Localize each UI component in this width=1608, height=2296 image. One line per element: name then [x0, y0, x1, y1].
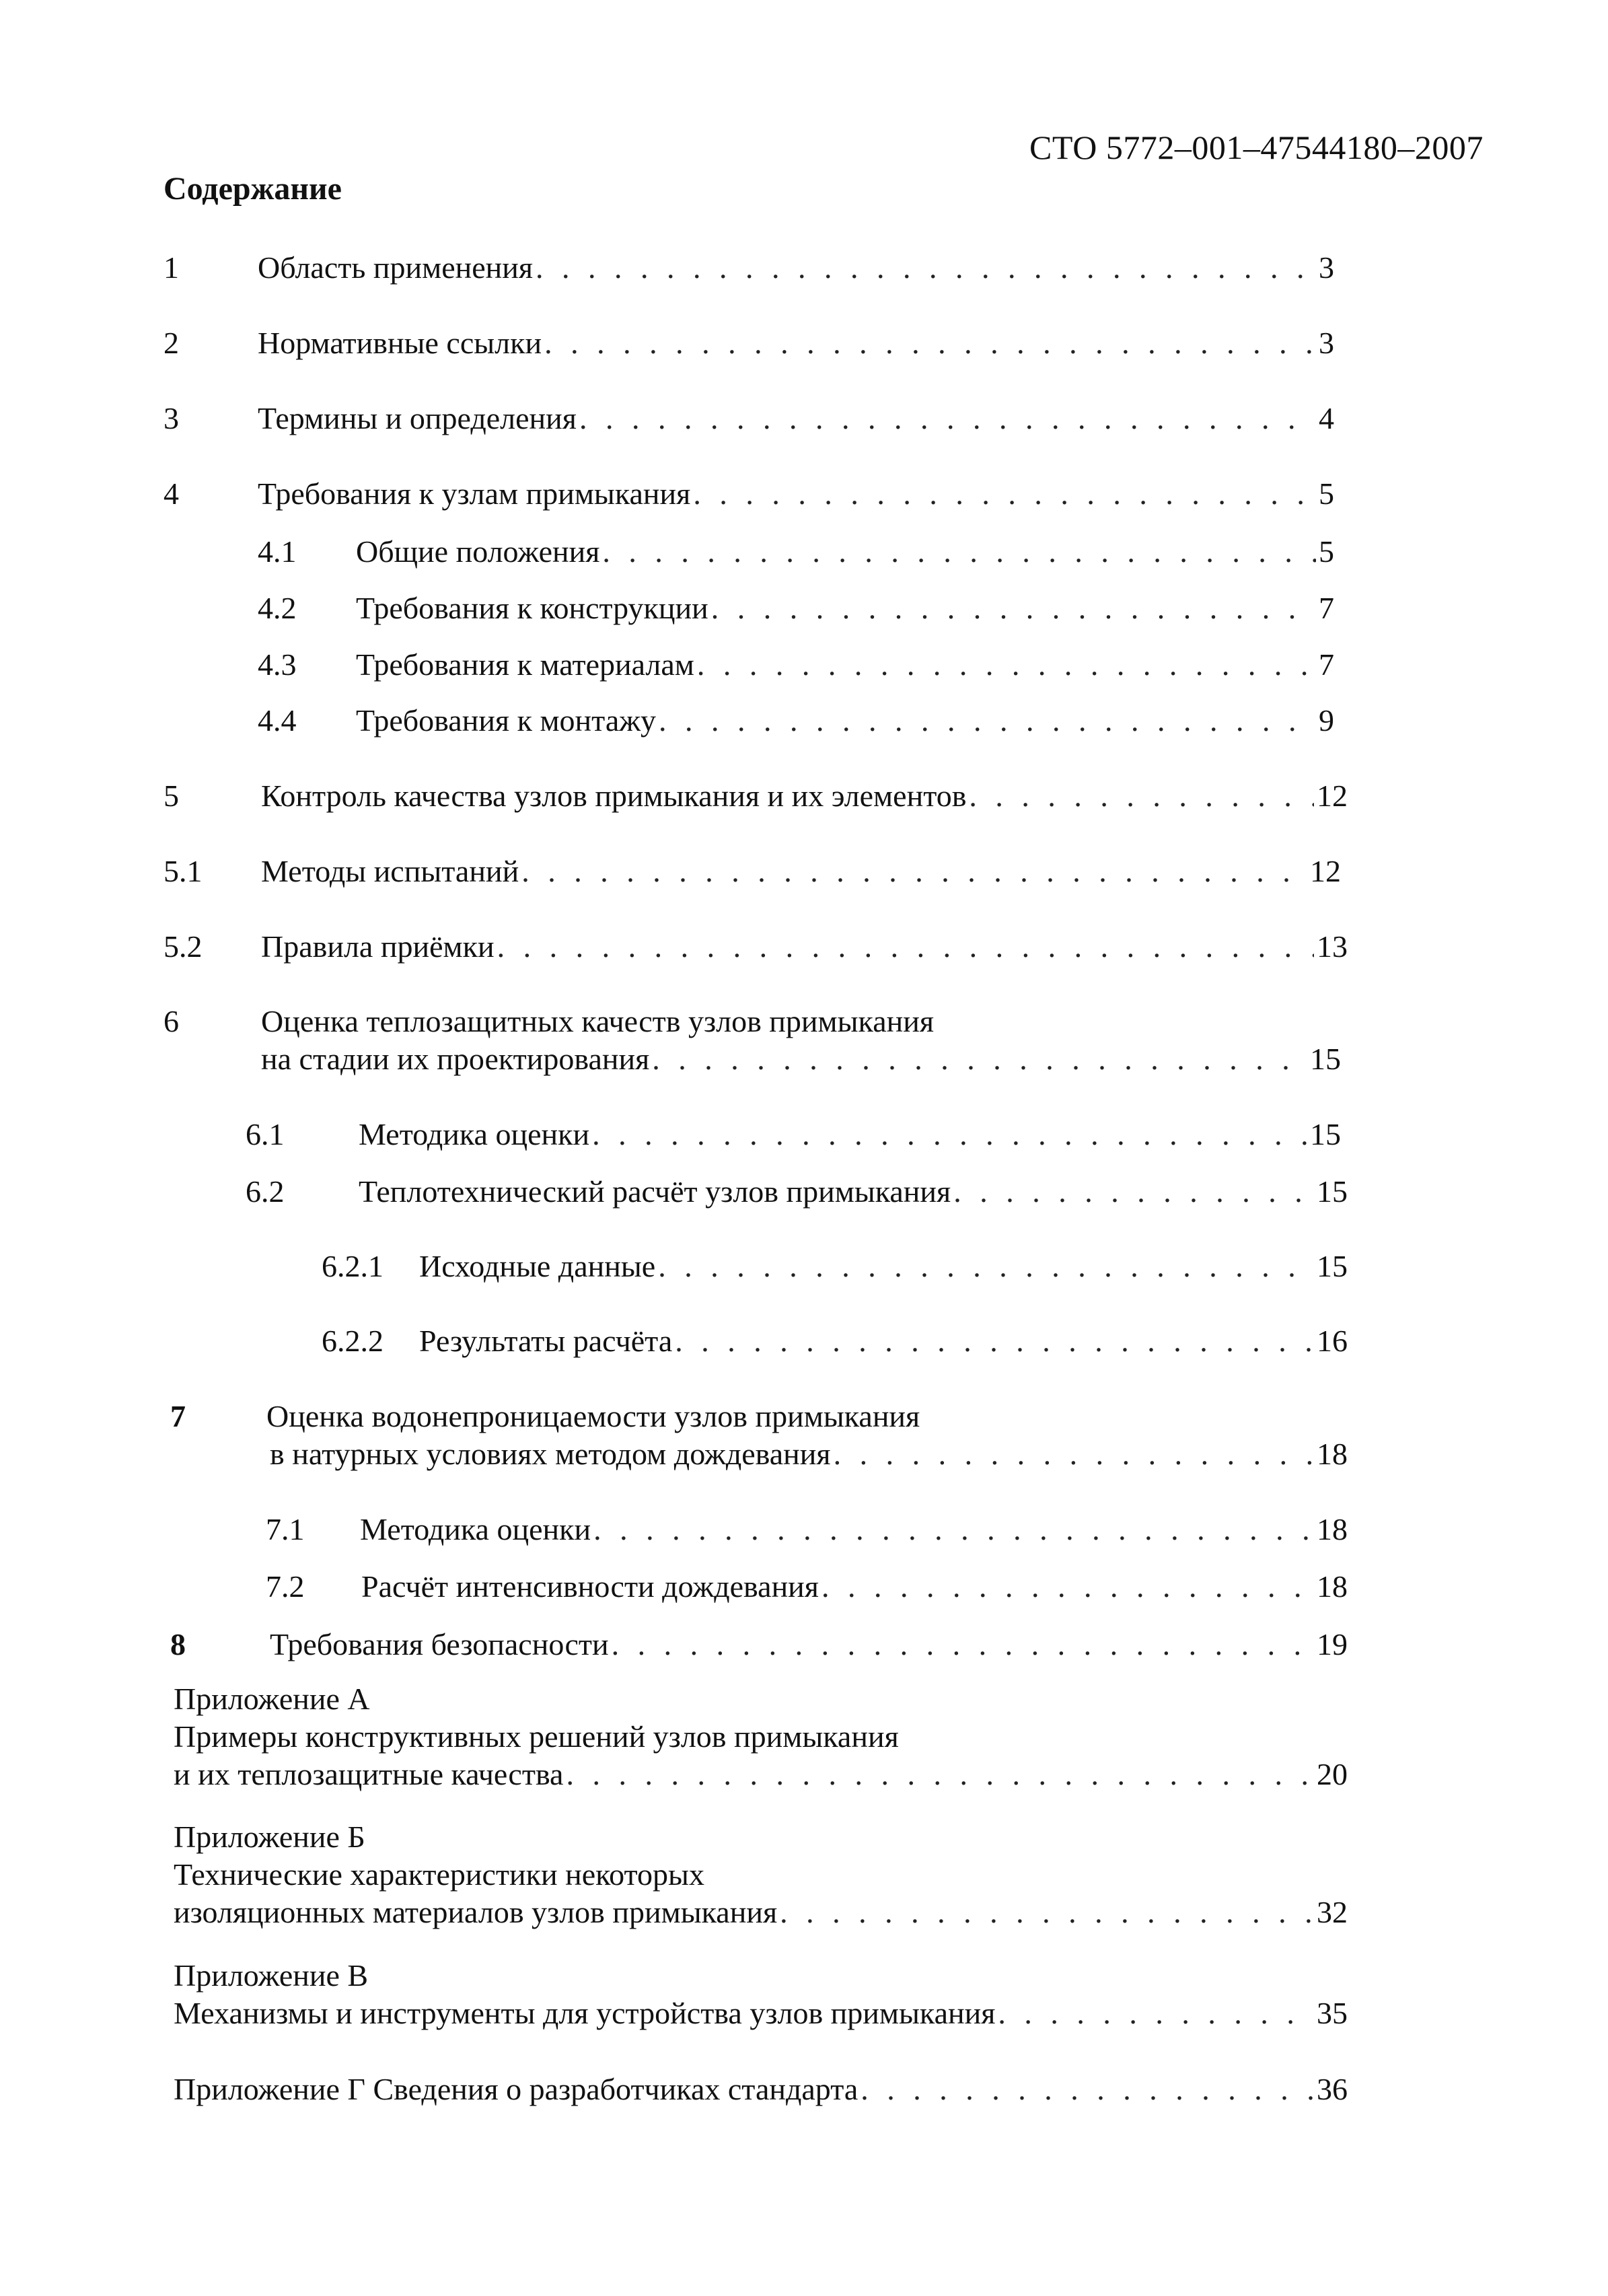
toc-entry-number: 3 — [163, 401, 179, 435]
leader-dots — [861, 2071, 1314, 2108]
leader-dots — [652, 1040, 1307, 1078]
toc-entry-title: Контроль качества узлов примыкания и их элементов — [261, 779, 967, 813]
toc-entry[interactable] — [170, 1626, 1348, 1663]
toc-entry-page: 16 — [1317, 1324, 1348, 1358]
toc-entry-number: 7.1 — [266, 1512, 305, 1546]
appendix-title: Приложение Г Сведения о разработчиках стандарта — [174, 2072, 858, 2106]
toc-entry-title: на стадии их проектирования — [261, 1042, 650, 1076]
toc-entry-page: 35 — [1317, 1996, 1348, 2030]
leader-dots — [566, 1756, 1314, 1793]
leader-dots — [780, 1894, 1314, 1931]
toc-subsubentry[interactable] — [322, 1248, 1348, 1285]
toc-subentry[interactable] — [258, 589, 1334, 627]
toc-entry-number: 4.1 — [258, 534, 297, 569]
toc-subentry[interactable] — [258, 702, 1334, 740]
leader-dots — [521, 853, 1307, 890]
toc-entry-title: Требования к узлам примыкания — [258, 476, 691, 511]
toc-entry[interactable] — [163, 777, 1348, 815]
toc-subentry[interactable] — [258, 646, 1334, 684]
toc-entry-title: Требования к конструкции — [356, 591, 708, 625]
leader-dots — [544, 324, 1316, 362]
leader-dots — [953, 1173, 1314, 1211]
leader-dots — [579, 400, 1316, 437]
toc-entry-page: 7 — [1319, 591, 1334, 625]
toc-entry-title: Нормативные ссылки — [258, 326, 542, 360]
toc-entry-title: Требования к монтажу — [356, 703, 657, 738]
toc-entry-number: 5 — [163, 779, 179, 813]
toc-entry[interactable] — [163, 324, 1334, 362]
leader-dots — [998, 1995, 1314, 2032]
toc-entry-page: 18 — [1317, 1569, 1348, 1604]
toc-appendix[interactable] — [174, 1680, 1348, 1793]
appendix-label: Приложение Б — [174, 1820, 365, 1854]
toc-entry-page: 13 — [1317, 929, 1348, 964]
toc-entry-title: Методика оценки — [359, 1117, 590, 1151]
toc-entry-number: 6.2 — [246, 1174, 285, 1209]
toc-entry-page: 18 — [1317, 1437, 1348, 1471]
toc-entry-page: 7 — [1319, 647, 1334, 682]
leader-dots — [969, 777, 1314, 815]
toc-entry[interactable] — [163, 853, 1341, 890]
toc-entry-title: Расчёт интенсивности дождевания — [361, 1569, 819, 1604]
toc-entry-number: 5.2 — [163, 929, 203, 964]
toc-entry-number: 6.2.1 — [322, 1249, 383, 1283]
toc-entry-page: 5 — [1319, 476, 1334, 511]
appendix-title: Механизмы и инструменты для устройства узлов примыкания — [174, 1996, 996, 2030]
toc-entry-page: 15 — [1317, 1174, 1348, 1209]
toc-entry-page: 12 — [1317, 779, 1348, 813]
toc-entry-title-line1: Оценка теплозащитных качеств узлов примыкания — [261, 1004, 935, 1038]
leader-dots — [834, 1435, 1314, 1473]
leader-dots — [711, 589, 1316, 627]
toc-entry-number: 4 — [163, 476, 179, 511]
leader-dots — [658, 1248, 1314, 1285]
toc-appendix[interactable] — [174, 2071, 1348, 2108]
toc-entry-page: 12 — [1310, 854, 1341, 888]
toc-entry-title: Область применения — [258, 250, 534, 285]
toc-entry-page: 4 — [1319, 401, 1334, 435]
toc-subentry[interactable] — [246, 1173, 1348, 1211]
toc-appendix[interactable] — [174, 1957, 1348, 2032]
toc-entry-page: 36 — [1317, 2072, 1348, 2106]
toc-entry[interactable] — [163, 1003, 1341, 1078]
toc-entry-number: 7.2 — [266, 1569, 305, 1604]
toc-entry-title: в натурных условиях методом дождевания — [270, 1437, 831, 1471]
toc-entry-title: Требования к материалам — [356, 647, 694, 682]
toc-entry-title-line1: Оценка водонепроницаемости узлов примыкания — [266, 1399, 920, 1433]
toc-entry-page: 20 — [1317, 1757, 1348, 1791]
toc-entry-title: Правила приёмки — [261, 929, 495, 964]
leader-dots — [612, 1626, 1314, 1663]
toc-subsubentry[interactable] — [322, 1322, 1348, 1360]
toc-entry-number: 4.2 — [258, 591, 297, 625]
toc-entry-number: 5.1 — [163, 854, 203, 888]
toc-entry[interactable] — [163, 475, 1334, 513]
toc-entry-title: Исходные данные — [419, 1249, 656, 1283]
toc-entry-number: 1 — [163, 250, 179, 285]
toc-entry-page: 15 — [1310, 1042, 1341, 1076]
leader-dots — [659, 702, 1316, 740]
leader-dots — [693, 475, 1316, 513]
toc-subentry[interactable] — [246, 1116, 1341, 1153]
toc-entry-page: 18 — [1317, 1512, 1348, 1546]
leader-dots — [602, 533, 1316, 571]
toc-entry-number: 4.4 — [258, 703, 297, 738]
toc-entry-number: 4.3 — [258, 647, 297, 682]
toc-subentry[interactable] — [266, 1511, 1348, 1548]
toc-title: Содержание — [163, 171, 342, 207]
appendix-label: Приложение В — [174, 1958, 369, 1993]
leader-dots — [821, 1568, 1314, 1606]
toc-entry-title: Методы испытаний — [261, 854, 519, 888]
toc-entry-page: 15 — [1310, 1117, 1341, 1151]
toc-entry-number: 8 — [170, 1627, 186, 1661]
toc-entry[interactable] — [170, 1398, 1348, 1473]
toc-entry-number: 6.1 — [246, 1117, 285, 1151]
toc-entry-page: 9 — [1319, 703, 1334, 738]
toc-entry-page: 32 — [1317, 1895, 1348, 1929]
toc-subentry[interactable] — [266, 1568, 1348, 1606]
toc-entry-title: Термины и определения — [258, 401, 577, 435]
toc-entry-page: 3 — [1319, 250, 1334, 285]
leader-dots — [536, 249, 1316, 287]
document-code: СТО 5772–001–47544180–2007 — [1029, 129, 1484, 166]
toc-entry-title: Общие положения — [356, 534, 600, 569]
appendix-title: изоляционных материалов узлов примыкания — [174, 1895, 778, 1929]
appendix-title-line: Примеры конструктивных решений узлов примыкания — [174, 1719, 899, 1754]
toc-entry-page: 5 — [1319, 534, 1334, 569]
toc-entry-title: Теплотехнический расчёт узлов примыкания — [359, 1174, 951, 1209]
toc-entry[interactable] — [163, 400, 1334, 437]
toc-entry[interactable] — [163, 928, 1348, 966]
toc-entry-page: 3 — [1319, 326, 1334, 360]
leader-dots — [497, 928, 1314, 966]
toc-entry-number: 2 — [163, 326, 179, 360]
toc-entry-page: 15 — [1317, 1249, 1348, 1283]
toc-entry[interactable] — [163, 249, 1334, 287]
toc-entry-number: 6 — [163, 1004, 179, 1038]
toc-subentry[interactable] — [258, 533, 1334, 571]
toc-entry-page: 19 — [1317, 1627, 1348, 1661]
leader-dots — [592, 1116, 1307, 1153]
appendix-label: Приложение А — [174, 1682, 370, 1716]
toc-entry-number: 7 — [170, 1399, 186, 1433]
toc-entry-title: Методика оценки — [360, 1512, 591, 1546]
toc-entry-title: Результаты расчёта — [419, 1324, 673, 1358]
toc-entry-number: 6.2.2 — [322, 1324, 383, 1358]
appendix-title-line: Технические характеристики некоторых — [174, 1857, 704, 1892]
appendix-title: и их теплозащитные качества — [174, 1757, 564, 1791]
leader-dots — [593, 1511, 1314, 1548]
leader-dots — [675, 1322, 1314, 1360]
toc-entry-title: Требования безопасности — [270, 1627, 609, 1661]
toc-appendix[interactable] — [174, 1818, 1348, 1931]
leader-dots — [697, 646, 1316, 684]
